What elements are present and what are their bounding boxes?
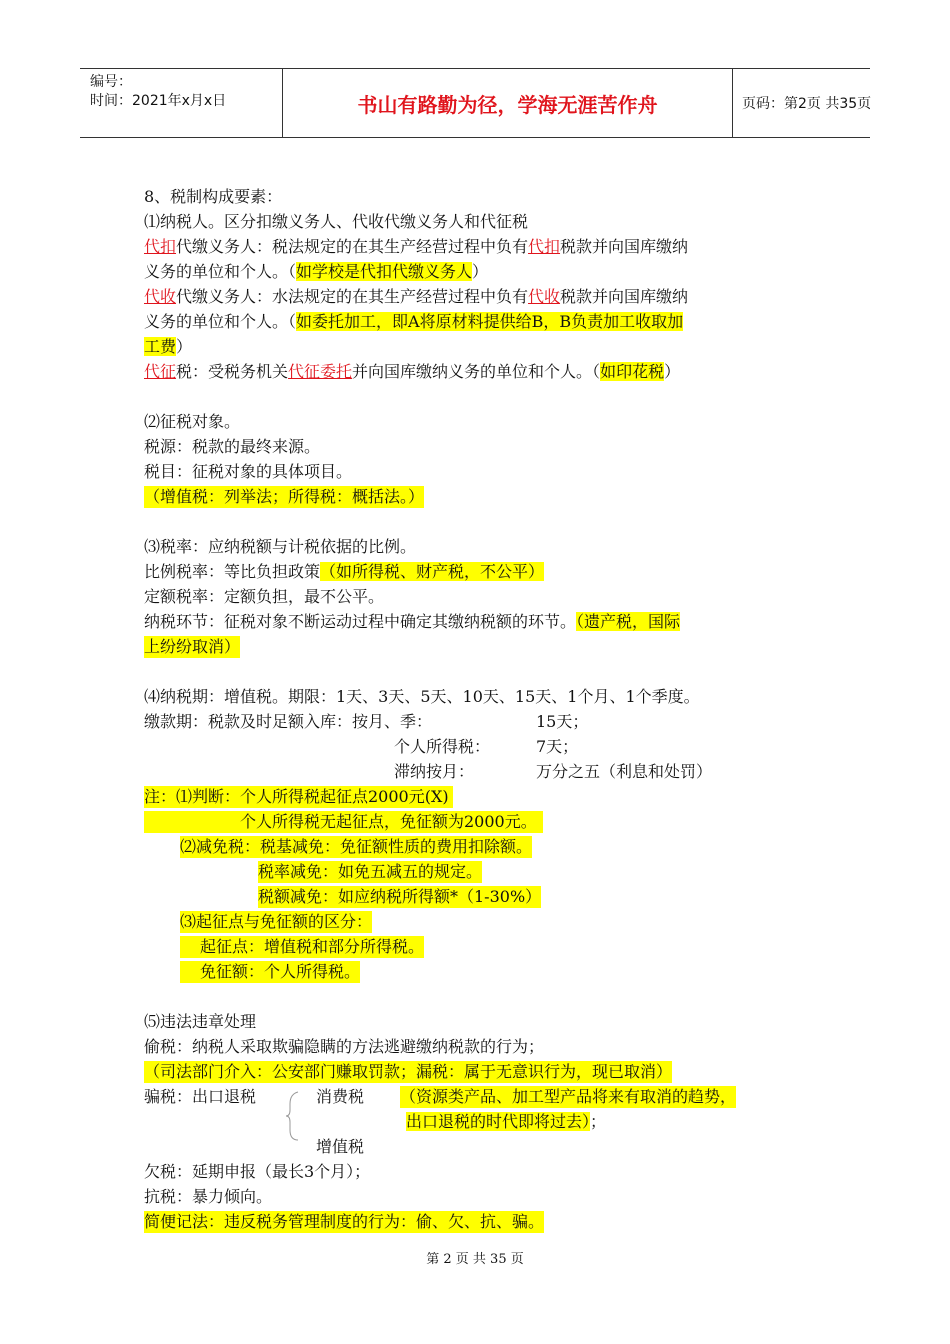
text-run: 比例税率：等比负担政策 [144, 562, 321, 581]
highlighted-note: （增值税：列举法；所得税：概括法。） [144, 487, 425, 506]
highlighted-note: ⑶起征点与免征额的区分： [180, 912, 373, 931]
underlined-term: 代扣 [144, 237, 177, 256]
text-run: 义务的单位和个人。（ [144, 262, 297, 281]
paragraph-line [144, 561, 544, 583]
text-run: ） [176, 337, 193, 356]
highlighted-note: 上纷纷取消） [144, 637, 241, 656]
paragraph-line: 个人所得税： [394, 737, 491, 756]
paragraph-value: 7天； [536, 737, 579, 756]
highlighted-note: 个人所得税无起征点，免征额为2000元。 [144, 811, 543, 833]
paragraph-line [144, 336, 192, 358]
highlighted-note: 税率减免：如免五减五的规定。 [258, 862, 483, 881]
paragraph-line [144, 311, 683, 333]
highlighted-note: 如印花税 [600, 362, 665, 381]
paragraph-line [144, 361, 680, 383]
text-run: ； [590, 1112, 607, 1131]
highlighted-note: 如委托加工，即A将原材料提供给B，B负责加工收取加 [296, 312, 684, 331]
page-footer: 第 2 页 共 35 页 [426, 1252, 524, 1267]
paragraph-line: 税目：征税对象的具体项目。 [144, 462, 353, 481]
header-page-info: 页码：第2页 共35页 [742, 96, 872, 112]
underlined-term: 代收 [144, 287, 177, 306]
underlined-term: 代收 [528, 287, 561, 306]
highlighted-note: 免征额：个人所得税。 [180, 961, 360, 983]
paragraph-line: 缴款期：税款及时足额入库：按月、季： [144, 712, 433, 731]
paragraph-line: 滞纳按月： [394, 762, 475, 781]
doc-date: 时间：2021年x月x日 [90, 93, 227, 109]
section-heading: 8、税制构成要素： [144, 187, 283, 206]
paragraph-value: 15天； [536, 712, 589, 731]
text-run: ） [664, 362, 681, 381]
paragraph-line [406, 1111, 606, 1133]
highlighted-note: （如所得税、财产税，不公平） [320, 562, 545, 581]
doc-number-label: 编号： [90, 74, 132, 90]
highlighted-note: ⑵减免税：税基减免：免征额性质的费用扣除额。 [180, 837, 533, 856]
section-heading: ⑵征税对象。 [144, 412, 241, 431]
highlighted-note: 注：⑴判断：个人所得税起征点2000元(X) [144, 786, 453, 808]
paragraph-line: 税源：税款的最终来源。 [144, 437, 321, 456]
text-run: 代缴义务人：水法规定的在其生产经营过程中负有 [176, 287, 529, 306]
underlined-term: 代征 [144, 362, 177, 381]
highlighted-note: （司法部门介入：公安部门赚取罚款；漏税：属于无意识行为，现已取消） [144, 1062, 673, 1081]
section-heading: ⑷纳税期：增值税。期限：1天、3天、5天、10天、15天、1个月、1个季度。 [144, 687, 700, 706]
header-motto: 书山有路勤为径，学海无涯苦作舟 [283, 69, 733, 137]
text-run: 税款并向国库缴纳 [560, 237, 689, 256]
highlighted-note: 简便记法：违反税务管理制度的行为：偷、欠、抗、骗。 [144, 1212, 545, 1231]
paragraph-line: 定额税率：定额负担，最不公平。 [144, 587, 385, 606]
page-header [80, 68, 870, 138]
paragraph-line [144, 286, 688, 308]
paragraph-line: 消费税 [316, 1087, 365, 1106]
text-run: 税款并向国库缴纳 [560, 287, 689, 306]
underlined-term: 代扣 [528, 237, 561, 256]
paragraph-line: ⑴纳税人。区分扣缴义务人、代收代缴义务人和代征税 [144, 212, 529, 231]
paragraph-line: 增值税 [316, 1137, 365, 1156]
paragraph-line: 抗税：暴力倾向。 [144, 1187, 273, 1206]
text-run: ） [472, 262, 489, 281]
paragraph-value: 万分之五（利息和处罚） [536, 762, 713, 781]
highlighted-note: （遗产税，国际 [576, 612, 681, 631]
paragraph-line: 偷税：纳税人采取欺骗隐瞒的方法逃避缴纳税款的行为； [144, 1037, 545, 1056]
paragraph-line [144, 611, 680, 633]
text-run: 并向国库缴纳义务的单位和个人。（ [352, 362, 601, 381]
brace-icon [286, 1090, 300, 1142]
paragraph-line [144, 236, 688, 258]
highlighted-note: 出口退税的时代即将过去） [406, 1112, 591, 1131]
header-meta [80, 69, 283, 137]
highlighted-note: 工费 [144, 337, 177, 356]
paragraph-line: 骗税：出口退税 [144, 1087, 257, 1106]
text-run: 义务的单位和个人。（ [144, 312, 297, 331]
section-heading: ⑶税率：应纳税额与计税依据的比例。 [144, 537, 417, 556]
text-run: 代缴义务人：税法规定的在其生产经营过程中负有 [176, 237, 529, 256]
text-run: 纳税环节：征税对象不断运动过程中确定其缴纳税额的环节。 [144, 612, 577, 631]
highlighted-note: 起征点：增值税和部分所得税。 [180, 936, 424, 958]
highlighted-note: 如学校是代扣代缴义务人 [296, 262, 473, 281]
paragraph-line [144, 261, 488, 283]
highlighted-note: 税额减免：如应纳税所得额*（1-30%） [258, 887, 542, 906]
text-run: 税：受税务机关 [176, 362, 289, 381]
underlined-term: 代征委托 [288, 362, 353, 381]
section-heading: ⑸违法违章处理 [144, 1012, 257, 1031]
paragraph-line: 欠税：延期申报（最长3个月）； [144, 1162, 371, 1181]
highlighted-note: （资源类产品、加工型产品将来有取消的趋势， [400, 1087, 737, 1106]
